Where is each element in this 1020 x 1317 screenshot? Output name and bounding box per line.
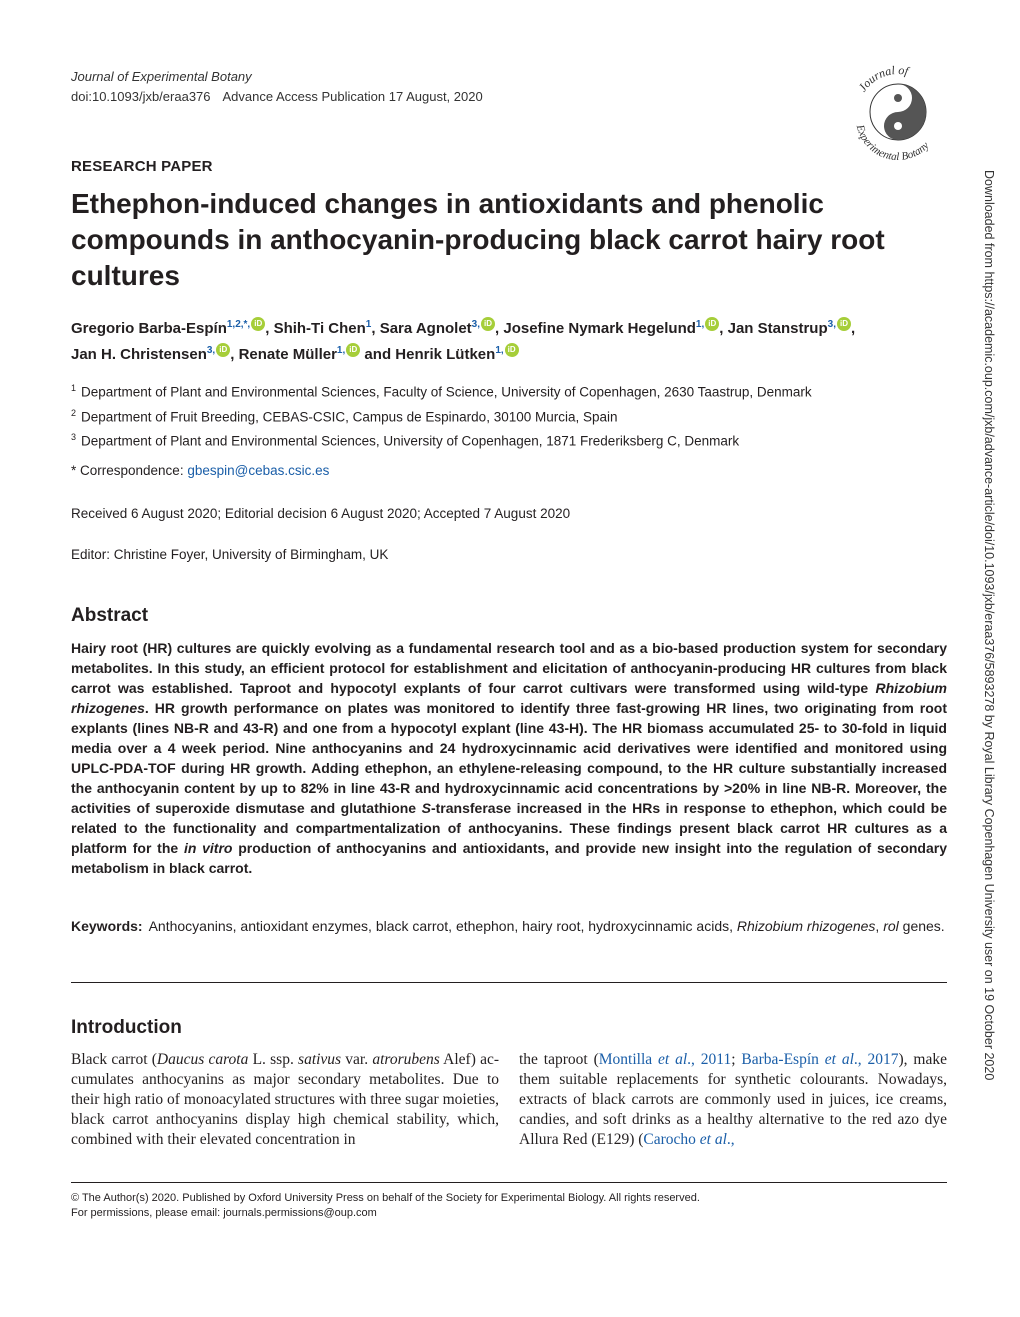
author-name[interactable]: Henrik Lütken <box>395 346 496 363</box>
abstract-italic: in vitro <box>183 840 233 856</box>
affiliations <box>71 378 951 452</box>
abstract-segment: -transferase increased in the HRs in response to ethephon, which could be related to the functionality and compartmentalization of anthocyanins. These findings present black carrot HR cultures as a platform for the <box>71 800 947 856</box>
permissions-notice: For permissions, please email: journals.permissions@oup.com <box>71 1207 377 1219</box>
article-dates: Received 6 August 2020; Editorial decision 6 August 2020; Accepted 7 August 2020 <box>71 506 571 521</box>
abstract-segment: . HR growth performance on plates was monitored to identify three fast-growing HR lines, two originating from root explants (lines NB-R and 43-R) and one from a hypocotyl explant (line 43-H). The HR biomass accumulated 25- to 30-fold in liquid media over a 4 week period. Nine anthocyanins and 24 hydroxycinnamic acid derivatives were identified and monitored using UPLC-PDA-TOF during HR growth. Adding ethephon, an ethylene-releasing compound, to the HR culture substantially increased the anthocyanin content by up to 82% in line 43-R and hydroxycinnamic acid concentrations by >20% in line NB-R. Moreover, the activities of superoxide dismutase and glutathione <box>71 700 947 816</box>
body-italic: atrorubens <box>372 1051 440 1068</box>
author-affil: 1,2,*, <box>226 319 251 330</box>
intro-column-left <box>71 1050 499 1150</box>
keywords-separator: , <box>875 918 884 934</box>
orcid-icon[interactable]: iD <box>481 317 495 331</box>
abstract-italic: S <box>421 800 431 816</box>
abstract-segment: Hairy root (HR) cultures are quickly evolving as a fundamental research tool and as a bio-based production system for secondary metabolites. In this study, an efficient protocol for establishment and elicitation of anthocyanin-producing HR cultures from black carrot was established. Taproot and hypocotyl explants of four carrot cultivars were transformed using wild-type <box>71 640 947 696</box>
citation-etal: et al <box>824 1051 854 1068</box>
keywords-label: Keywords: <box>71 918 143 934</box>
abstract-heading: Abstract <box>71 605 149 626</box>
body-text: ), make them suitable replacements for synthetic colourants. Nowadays, extracts of black carrots are commonly used in juices, ice creams, candies, and soft drinks as a healthy alternative to the red azo dye Allura Red (E129) ( <box>519 1051 947 1148</box>
orcid-icon[interactable]: iD <box>216 343 230 357</box>
citation-author: Barba-Espín <box>741 1051 825 1068</box>
orcid-icon[interactable]: iD <box>251 317 265 331</box>
body-text: the taproot ( <box>519 1051 599 1068</box>
citation-link[interactable] <box>741 1051 898 1068</box>
body-text: var. <box>341 1051 373 1068</box>
journal-name <box>71 68 252 86</box>
affiliation-text: Department of Plant and Environmental Sciences, University of Copenhagen, 1871 Frederiksberg C, Denmark <box>81 433 740 449</box>
author-affil: 1, <box>336 345 346 356</box>
citation-year: ., 2011 <box>687 1051 732 1068</box>
author-affil: 3, <box>206 345 216 356</box>
author-name[interactable]: Renate Müller <box>238 346 337 363</box>
affiliation <box>71 403 951 428</box>
author-affil: 1 <box>365 319 372 330</box>
doi-line <box>71 88 483 106</box>
body-italic: sativus <box>298 1051 342 1068</box>
affiliation-text: Department of Fruit Breeding, CEBAS-CSIC, Campus de Espinardo, 30100 Murcia, Spain <box>81 409 618 424</box>
affiliation <box>71 427 951 452</box>
intro-column-right <box>519 1050 947 1150</box>
orcid-icon[interactable]: iD <box>505 343 519 357</box>
citation-link[interactable] <box>643 1131 734 1148</box>
citation-year: ., 2017 <box>853 1051 899 1068</box>
orcid-icon[interactable]: iD <box>837 317 851 331</box>
download-notice: Downloaded from https://academic.oup.com/jxb/advance-article/doi/10.1093/jxb/eraa376/5893278 by Royal Library Copenhagen University user on 19 October 2020 <box>982 170 996 1081</box>
author-name[interactable]: Gregorio Barba-Espín <box>71 320 227 337</box>
citation-etal: et al <box>658 1051 688 1068</box>
copyright-notice: © The Author(s) 2020. Published by Oxford University Press on behalf of the Society for Experimental Biology. All rights reserved. <box>71 1192 700 1204</box>
author-name[interactable]: Jan H. Christensen <box>71 346 207 363</box>
footer-divider <box>71 1182 947 1183</box>
citation-link[interactable] <box>599 1051 731 1068</box>
footer <box>71 1191 700 1221</box>
citation-author: Montilla <box>598 1051 659 1068</box>
citation-author: Carocho <box>643 1131 700 1148</box>
download-sidebar <box>980 170 1000 1160</box>
author-affil: 3, <box>471 319 481 330</box>
orcid-icon[interactable]: iD <box>346 343 360 357</box>
author-name[interactable]: Josefine Nymark Hegelund <box>503 320 696 337</box>
author-list: Gregorio Barba-Espín$^{1,2,*,}$ iD , Shih-Ti Chen$^1$, Sara Agnolet$^{3,}$ iD , Josefine Nymark Hegelund$^{1,}$ iD , Jan Stanstrup$^{3,}$ iD , Jan H. Christensen$^{3,}$ iD , Renate Müller$^{1,}$ iD and Henrik Lütken$^{1,}$ iD <box>71 319 856 363</box>
citation-year: ., <box>726 1131 735 1148</box>
author-affil: 1, <box>495 345 504 356</box>
affiliation-number: 2 <box>71 407 77 418</box>
abstract-text <box>71 638 947 878</box>
article-title: Ethephon-induced changes in antioxidants and phenolic compounds in anthocyanin-producing black carrot hairy root cultures <box>71 188 885 291</box>
keywords <box>71 916 947 936</box>
journal-logo <box>838 62 950 162</box>
affiliation-number: 1 <box>71 383 77 393</box>
body-text: Black carrot ( <box>71 1051 157 1068</box>
body-italic: Daucus carota <box>156 1051 249 1068</box>
article-type: RESEARCH PAPER <box>71 158 213 175</box>
author-affil: 3, <box>827 319 836 330</box>
keywords-text: Anthocyanins, antioxidant enzymes, black carrot, ethephon, hairy root, hydroxycinnamic acids, <box>148 918 737 934</box>
author-name[interactable]: Sara Agnolet <box>379 320 472 337</box>
keywords-italic: Rhizobium rhizogenes <box>736 918 876 934</box>
orcid-icon[interactable]: iD <box>705 317 719 331</box>
journal-title: Journal of Experimental Botany <box>71 69 252 84</box>
publication-status: Advance Access Publication 17 August, 2020 <box>222 89 483 104</box>
svg-text:Journal of: Journal of <box>855 62 910 95</box>
correspondence-email[interactable]: gbespin@cebas.csic.es <box>187 463 330 478</box>
introduction-heading: Introduction <box>71 1017 182 1038</box>
author-affil: 1, <box>695 319 705 330</box>
body-text: ; <box>731 1051 742 1068</box>
divider <box>71 982 947 983</box>
author-name[interactable]: Shih-Ti Chen <box>273 320 366 337</box>
correspondence <box>71 463 329 478</box>
body-text: Alef) accumulates anthocyanins as major secondary metabolites. Due to their high ratio of monoacylated structures with three sugar moieties, black carrot anthocyanins display high chemical stability, which, combined with their elevated concentration in <box>71 1051 499 1148</box>
abstract-segment: production of anthocyanins and antioxidants, and provide new insight into the regulation of secondary metabolism in black carrot. <box>71 840 947 876</box>
keywords-italic: rol <box>883 918 899 934</box>
abstract-italic: Rhizobium rhizogenes <box>71 680 947 716</box>
affiliation-text: Department of Plant and Environmental Sciences, Faculty of Science, University of Copenhagen, 2630 Taastrup, Denmark <box>81 384 812 400</box>
body-text: L. ssp. <box>248 1051 299 1068</box>
affiliation-number: 3 <box>71 432 77 442</box>
citation-etal: et al <box>699 1131 727 1148</box>
keywords-tail: genes. <box>898 918 945 934</box>
editor-line: Editor: Christine Foyer, University of Birmingham, UK <box>71 547 389 562</box>
svg-text:Experimental Botany: Experimental Botany <box>853 123 932 162</box>
affiliation <box>71 378 951 403</box>
correspondence-label: * Correspondence: <box>71 463 184 478</box>
author-name[interactable]: Jan Stanstrup <box>727 320 828 337</box>
doi[interactable]: doi:10.1093/jxb/eraa376 <box>71 89 211 104</box>
